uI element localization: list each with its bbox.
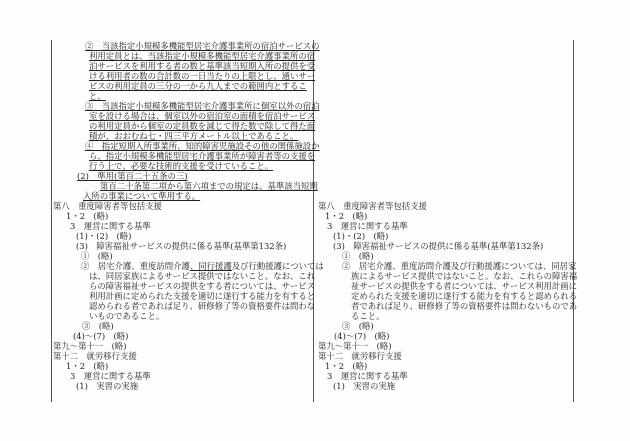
revised-text-column — [51, 41, 324, 391]
text-line: (1) 実習の実施 — [76, 381, 139, 391]
text-line: いものであること。 — [89, 311, 165, 321]
text-line: 第百二十条第二項から第六項までの規定は、基準該当短期 — [100, 181, 318, 191]
text-line: 祉サービスの提供をする者については、サービス利用計画に — [351, 281, 577, 291]
text-segment: (2) 準用(第百二十五条の三) — [77, 171, 188, 181]
section-heading: 第十二 就労移行支援 — [318, 351, 402, 361]
text-line: ④ 指定短期入所事業所、知的障害児施設その他の関係施設か — [85, 141, 320, 151]
text-line: 1・2 (略) — [66, 211, 109, 221]
text-line: (1)・(2) (略) — [76, 231, 132, 241]
text-line: 者であれば足り、研修修了等の資格要件は問わないものであ — [351, 301, 578, 311]
text-line: は、同居家族によるサービス提供ではないこと。なお、これ — [89, 271, 316, 281]
text-line: 3 運営に関する基準 — [70, 371, 151, 381]
text-line: 利用定員とは、当該指定小規模多機能型居宅介護事業所の宿 — [89, 51, 316, 61]
text-line: 1・2 (略) — [325, 361, 368, 371]
text-line: 泊サービスを利用する者の数と基準該当短期入所の提供を受 — [89, 61, 316, 71]
text-line: ③ (略) — [342, 321, 374, 331]
text-line — [51, 261, 324, 271]
section-heading: 第九～第十一 (略) — [318, 341, 392, 351]
text-segment: 行う上で、必要な技術的支援を受けていること。 — [89, 161, 274, 171]
amended-segment: 、同行援護 — [189, 261, 232, 271]
text-line: 利用計画に定められた支援を適切に遂行する能力を有すると — [89, 291, 316, 301]
text-line: 1・2 (略) — [66, 361, 109, 371]
text-segment: ② 居宅介護、重度訪問介護 — [81, 261, 190, 271]
text-line: 3 運営に関する基準 — [327, 371, 408, 381]
text-line — [51, 191, 313, 201]
text-line: 定められた支援を適切に遂行する能力を有すると認められる — [351, 291, 578, 301]
text-line: (1) 実習の実施 — [333, 381, 396, 391]
section-heading: 第八 重度障害者等包括支援 — [318, 201, 427, 211]
text-line: ③ (略) — [82, 321, 114, 331]
text-line: ② 居宅介護、重度訪問介護及び行動援護については、同居家 — [342, 261, 577, 271]
text-line — [51, 171, 313, 181]
text-line: 認められる者であれば足り、研修修了等の資格要件は問わな — [89, 301, 316, 311]
text-line: (3) 障害福祉サービスの提供に係る基準(基準第132条) — [76, 241, 287, 251]
text-line: 族によるサービス提供ではないこと。なお、これらの障害福 — [351, 271, 578, 281]
text-line: ① (略) — [342, 251, 374, 261]
text-line: (4)～(7) (略) — [73, 331, 129, 341]
current-text-column — [313, 41, 578, 391]
table-border-right — [573, 40, 574, 402]
text-line: の利用定員から個室の定員数を減じて得た数で除して得た面 — [89, 121, 316, 131]
text-line: (1)・(2) (略) — [333, 231, 389, 241]
text-line: ける利用者の数の合計数の一日当たりの上限とし、通いサー — [89, 71, 316, 81]
text-line — [51, 161, 313, 171]
section-heading: 第九～第十一 (略) — [53, 341, 127, 351]
text-line: (3) 障害福祉サービスの提供に係る基準(基準第132条) — [333, 241, 544, 251]
text-line: ビスの利用定員の三分の一から九人までの範囲内とするこ — [89, 81, 307, 91]
text-line: 室を設ける場合は、個室以外の宿泊室の面積を宿泊サービス — [89, 111, 316, 121]
text-line: 3 運営に関する基準 — [327, 221, 408, 231]
text-line: らの障害福祉サービスの提供をする者については、サービス — [89, 281, 315, 291]
text-segment: と。 — [89, 91, 106, 101]
section-heading: 第十二 就労移行支援 — [53, 351, 137, 361]
text-line: ること。 — [351, 311, 385, 321]
text-segment: 入所の事業について準用する。 — [83, 191, 201, 201]
text-line: ③ 当該指定小規模多機能型居宅介護事業所に個室以外の宿泊 — [85, 101, 320, 111]
text-line: 1・2 (略) — [325, 211, 368, 221]
section-heading: 第八 重度障害者等包括支援 — [53, 201, 162, 211]
text-line — [51, 91, 313, 101]
text-line: ① (略) — [81, 251, 113, 261]
text-line: 3 運営に関する基準 — [70, 221, 151, 231]
text-segment: 及び行動援護については — [231, 261, 324, 271]
text-line — [51, 131, 313, 141]
text-line: ② 当該指定小規模多機能型居宅介護事業所の宿泊サービスの — [85, 41, 320, 51]
text-line: (4)～(7) (略) — [334, 331, 390, 341]
text-segment: 積が、おおむね七・四三平方メートル以上であること。 — [89, 131, 299, 141]
text-line: ら、指定小規模多機能型居宅介護事業所が障害者等の支援を — [89, 151, 316, 161]
